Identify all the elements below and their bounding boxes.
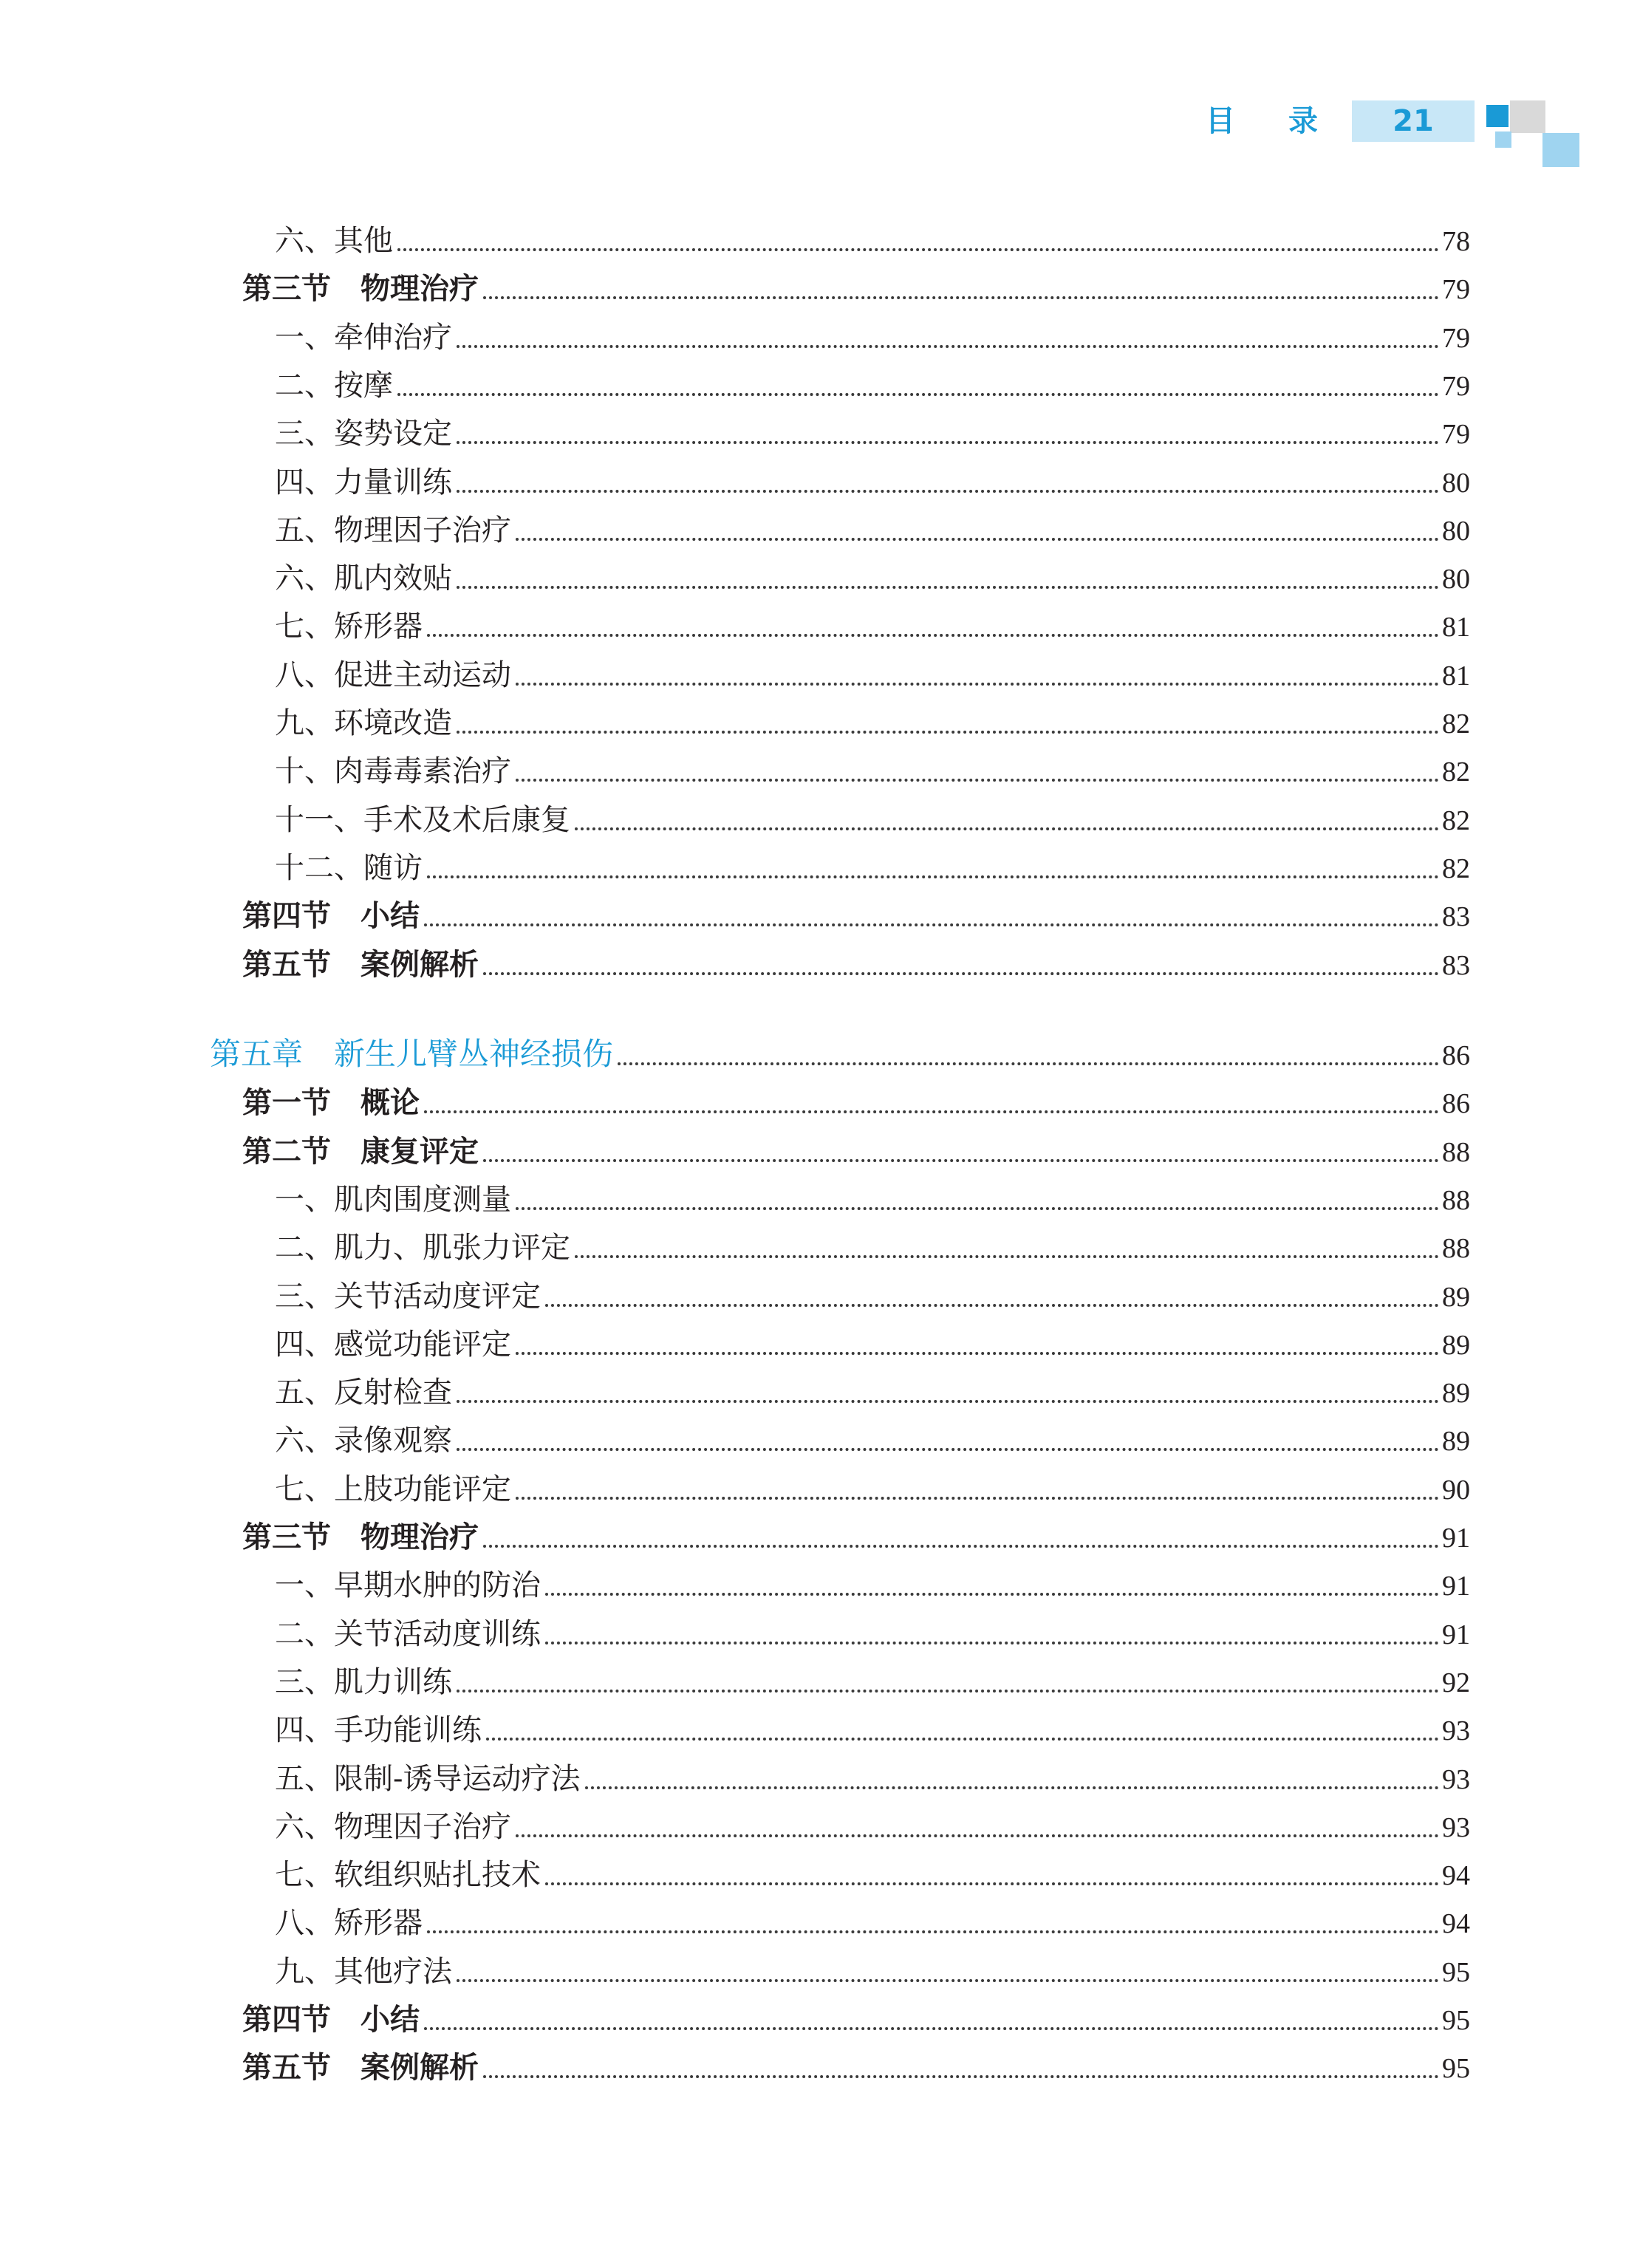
toc-entry-item — [275, 359, 1470, 403]
toc-dot-leader — [427, 634, 1439, 637]
toc-entry-label: 五、限制-诱导运动疗法 — [275, 1762, 581, 1796]
toc-entry-page: 79 — [1442, 323, 1470, 354]
toc-dot-leader — [397, 248, 1439, 251]
toc-entry-page: 82 — [1442, 756, 1470, 788]
toc-dot-leader — [575, 827, 1439, 830]
toc-entry-page: 82 — [1442, 708, 1470, 740]
toc-entry-label: 三、姿势设定 — [275, 417, 452, 451]
toc-dot-leader — [457, 1448, 1439, 1451]
toc-dot-leader — [483, 1545, 1439, 1548]
toc-entry-section — [242, 262, 1470, 304]
toc-entry-label: 二、按摩 — [275, 369, 393, 403]
toc-dot-leader — [457, 1690, 1439, 1693]
toc-entry-label: 二、关节活动度训练 — [275, 1617, 541, 1651]
toc-entry-item — [275, 407, 1470, 451]
toc-entry-label: 四、力量训练 — [275, 465, 452, 499]
toc-entry-page: 82 — [1442, 805, 1470, 836]
toc-dot-leader — [545, 1304, 1439, 1307]
toc-entry-section — [242, 1511, 1470, 1552]
toc-dot-leader — [457, 490, 1439, 493]
toc-entry-item — [275, 552, 1470, 593]
toc-entry-page: 94 — [1442, 1908, 1470, 1939]
toc-entry-label: 第二节 康复评定 — [242, 1134, 479, 1169]
toc-dot-leader — [516, 1834, 1439, 1837]
toc-dot-leader — [457, 1979, 1439, 1982]
toc-entry-page: 86 — [1442, 1040, 1470, 1071]
toc-dot-leader — [486, 1738, 1439, 1741]
page-number: 21 — [1352, 100, 1475, 142]
toc-entry-item — [275, 1366, 1470, 1410]
toc-entry-label: 六、录像观察 — [275, 1424, 452, 1458]
toc-entry-item — [275, 1945, 1470, 1987]
toc-entry-label: 第四节 小结 — [242, 2002, 420, 2037]
toc-entry-page: 80 — [1442, 468, 1470, 499]
toc-entry-page: 80 — [1442, 564, 1470, 595]
toc-entry-label: 第五章 新生儿臂丛神经损伤 — [210, 1036, 614, 1072]
toc-entry-page: 89 — [1442, 1426, 1470, 1457]
toc-entry-label: 一、肌肉围度测量 — [275, 1183, 511, 1217]
toc-entry-page: 81 — [1442, 660, 1470, 691]
toc-entry-label: 第三节 物理治疗 — [242, 271, 479, 306]
toc-entry-item — [275, 1704, 1470, 1745]
toc-dot-leader — [457, 1400, 1439, 1403]
toc-entry-chapter — [210, 1028, 1470, 1070]
toc-entry-label: 三、关节活动度评定 — [275, 1280, 541, 1314]
toc-entry-page: 89 — [1442, 1378, 1470, 1409]
toc-entry-label: 五、反射检查 — [275, 1376, 452, 1410]
toc-entry-page: 80 — [1442, 516, 1470, 547]
toc-entry-page: 90 — [1442, 1475, 1470, 1506]
toc-dot-leader — [516, 538, 1439, 541]
toc-entry-page: 95 — [1442, 1957, 1470, 1988]
toc-entry-section — [242, 1993, 1470, 2035]
toc-entry-page: 78 — [1442, 226, 1470, 257]
toc-entry-item — [275, 1173, 1470, 1215]
toc-entry-page: 83 — [1442, 950, 1470, 981]
toc-dot-leader — [457, 441, 1439, 444]
toc-entry-label: 九、环境改造 — [275, 706, 452, 740]
toc-entry-item — [275, 214, 1470, 256]
toc-entry-label: 三、肌力训练 — [275, 1665, 452, 1699]
toc-entry-item — [275, 1800, 1470, 1842]
toc-entry-label: 七、软组织贴扎技术 — [275, 1858, 541, 1892]
toc-entry-label: 六、其他 — [275, 224, 393, 258]
toc-dot-leader — [516, 779, 1439, 782]
toc-entry-item — [275, 1848, 1470, 1890]
toc-entry-page: 79 — [1442, 274, 1470, 305]
toc-entry-page: 79 — [1442, 419, 1470, 450]
toc-entry-page: 88 — [1442, 1185, 1470, 1216]
toc-entry-page: 83 — [1442, 901, 1470, 932]
toc-entry-item — [275, 1463, 1470, 1504]
header-decoration-square — [1486, 105, 1509, 127]
toc-dot-leader — [545, 1642, 1439, 1644]
toc-dot-leader — [397, 393, 1439, 396]
toc-entry-item — [275, 745, 1470, 786]
toc-entry-label: 七、矫形器 — [275, 609, 423, 643]
toc-dot-leader — [585, 1786, 1439, 1789]
toc-entry-section — [242, 1076, 1470, 1118]
toc-entry-page: 93 — [1442, 1764, 1470, 1795]
toc-entry-item — [275, 697, 1470, 738]
toc-entry-item — [275, 1896, 1470, 1938]
toc-entry-page: 91 — [1442, 1619, 1470, 1650]
toc-entry-label: 二、肌力、肌张力评定 — [275, 1231, 570, 1265]
toc-entry-label: 六、物理因子治疗 — [275, 1810, 511, 1844]
toc-entry-page: 91 — [1442, 1571, 1470, 1602]
header-title-char-1: 目 — [1206, 104, 1235, 138]
toc-entry-page: 86 — [1442, 1088, 1470, 1119]
toc-dot-leader — [457, 345, 1439, 348]
toc-dot-leader — [545, 1593, 1439, 1596]
toc-dot-leader — [424, 1110, 1439, 1113]
toc-entry-label: 七、上肢功能评定 — [275, 1472, 511, 1506]
toc-dot-leader — [457, 586, 1439, 589]
toc-entry-section — [242, 938, 1470, 980]
toc-entry-label: 四、手功能训练 — [275, 1713, 482, 1747]
toc-dot-leader — [545, 1882, 1439, 1885]
toc-entry-page: 93 — [1442, 1715, 1470, 1746]
toc-entry-page: 89 — [1442, 1330, 1470, 1361]
toc-entry-label: 九、其他疗法 — [275, 1955, 452, 1989]
toc-entry-page: 88 — [1442, 1137, 1470, 1168]
toc-dot-leader — [516, 1352, 1439, 1355]
toc-entry-label: 五、物理因子治疗 — [275, 513, 511, 547]
toc-entry-page: 93 — [1442, 1812, 1470, 1843]
toc-dot-leader — [483, 1159, 1439, 1162]
toc-entry-page: 79 — [1442, 371, 1470, 402]
toc-entry-label: 第四节 小结 — [242, 898, 420, 933]
toc-entry-section — [242, 1125, 1470, 1167]
toc-entry-item — [275, 1414, 1470, 1458]
toc-dot-leader — [483, 296, 1439, 299]
toc-dot-leader — [618, 1062, 1439, 1065]
toc-entry-page: 94 — [1442, 1860, 1470, 1891]
toc-entry-label: 八、促进主动运动 — [275, 658, 511, 692]
toc-entry-section — [242, 889, 1470, 931]
toc-entry-label: 十二、随访 — [275, 851, 423, 885]
toc-entry-item — [275, 311, 1470, 355]
toc-entry-label: 第五节 案例解析 — [242, 947, 479, 982]
toc-entry-page: 91 — [1442, 1523, 1470, 1554]
toc-entry-item — [275, 456, 1470, 497]
toc-entry-item — [275, 504, 1470, 545]
toc-entry-label: 四、感觉功能评定 — [275, 1328, 511, 1362]
toc-entry-label: 十一、手术及术后康复 — [275, 803, 570, 837]
header-decoration-square — [1542, 133, 1579, 167]
toc-entry-item — [275, 1608, 1470, 1649]
toc-entry-page: 89 — [1442, 1282, 1470, 1313]
toc-entry-label: 第三节 物理治疗 — [242, 1520, 479, 1554]
toc-entry-item — [275, 793, 1470, 835]
toc-dot-leader — [516, 683, 1439, 686]
header-title-char-2: 录 — [1288, 104, 1318, 138]
toc-dot-leader — [427, 875, 1439, 878]
toc-entry-item — [275, 1752, 1470, 1794]
toc-entry-item — [275, 841, 1470, 883]
toc-entry-item — [275, 600, 1470, 641]
toc-entry-item — [275, 1318, 1470, 1362]
toc-entry-label: 第一节 概论 — [242, 1085, 420, 1120]
toc-entry-page: 95 — [1442, 2053, 1470, 2084]
toc-dot-leader — [457, 731, 1439, 734]
toc-entry-item — [275, 1221, 1470, 1263]
header-decoration-square — [1495, 131, 1511, 148]
toc-entry-page: 81 — [1442, 612, 1470, 643]
toc-entry-label: 一、早期水肿的防治 — [275, 1568, 541, 1602]
toc-entry-item — [275, 649, 1470, 690]
toc-dot-leader — [516, 1207, 1439, 1210]
toc-dot-leader — [483, 972, 1439, 975]
toc-entry-page: 82 — [1442, 853, 1470, 884]
header-decoration-square — [1510, 100, 1545, 133]
toc-dot-leader — [575, 1255, 1439, 1258]
toc-entry-item — [275, 1559, 1470, 1600]
toc-entry-page: 92 — [1442, 1667, 1470, 1698]
toc-entry-label: 第五节 案例解析 — [242, 2050, 479, 2085]
toc-entry-item — [275, 1270, 1470, 1314]
toc-dot-leader — [483, 2075, 1439, 2078]
toc-entry-label: 十、肉毒毒素治疗 — [275, 754, 511, 788]
toc-entry-label: 一、牵伸治疗 — [275, 321, 452, 355]
toc-entry-label: 八、矫形器 — [275, 1906, 423, 1940]
toc-entry-item — [275, 1656, 1470, 1697]
toc-dot-leader — [424, 2027, 1439, 2030]
toc-entry-section — [242, 2041, 1470, 2083]
toc-dot-leader — [427, 1930, 1439, 1933]
toc-dot-leader — [424, 923, 1439, 926]
toc-entry-page: 88 — [1442, 1233, 1470, 1264]
toc-entry-page: 95 — [1442, 2005, 1470, 2036]
toc-entry-label: 六、肌内效贴 — [275, 561, 452, 595]
toc-dot-leader — [516, 1497, 1439, 1500]
